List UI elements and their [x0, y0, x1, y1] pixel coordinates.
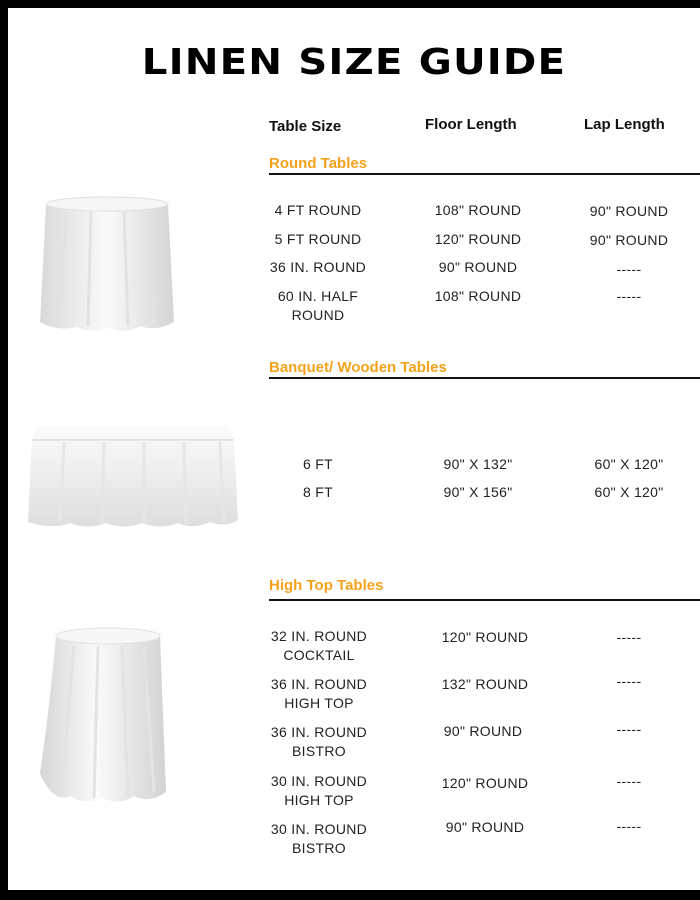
section-label-high-top-tables: High Top Tables	[269, 577, 384, 594]
lap-length-cell: -----	[616, 261, 642, 277]
banquet-table-image	[24, 424, 242, 532]
floor-length-cell: 90" X 132"	[443, 456, 513, 472]
floor-length-cell: 120" ROUND	[441, 775, 529, 791]
lap-length-cell: 90" ROUND	[589, 203, 669, 219]
table-size-cell: 36 IN. ROUND BISTRO	[270, 724, 368, 759]
lap-length-cell: 60" X 120"	[594, 456, 664, 472]
floor-length-cell: 120" ROUND	[441, 629, 529, 645]
section-divider	[269, 599, 700, 601]
table-size-cell: 36 IN. ROUND HIGH TOP	[270, 676, 368, 711]
floor-length-cell: 108" ROUND	[434, 288, 522, 304]
lap-length-cell: -----	[616, 773, 642, 789]
linen-size-guide-page	[8, 8, 700, 890]
lap-length-cell: -----	[616, 629, 642, 645]
table-size-cell: 5 FT ROUND	[274, 231, 362, 247]
column-header-floor-length: Floor Length	[425, 116, 517, 133]
section-divider	[269, 377, 700, 379]
lap-length-cell: -----	[616, 721, 642, 737]
lap-length-cell: 90" ROUND	[589, 232, 669, 248]
column-header-table-size: Table Size	[269, 118, 342, 135]
page-title: LINEN SIZE GUIDE	[141, 42, 567, 83]
floor-length-cell: 90" ROUND	[438, 259, 518, 275]
section-label-round-tables: Round Tables	[269, 155, 368, 172]
round-table-image	[36, 194, 178, 334]
floor-length-cell: 90" X 156"	[443, 484, 513, 500]
table-size-cell: 8 FT	[303, 484, 333, 500]
lap-length-cell: 60" X 120"	[594, 484, 664, 500]
table-size-cell: 30 IN. ROUND HIGH TOP	[270, 773, 368, 808]
floor-length-cell: 90" ROUND	[445, 819, 525, 835]
floor-length-cell: 108" ROUND	[434, 202, 522, 218]
lap-length-cell: -----	[616, 818, 642, 834]
table-size-cell: 32 IN. ROUND COCKTAIL	[270, 628, 368, 663]
floor-length-cell: 120" ROUND	[434, 231, 522, 247]
table-size-cell: 36 IN. ROUND	[269, 259, 367, 275]
lap-length-cell: -----	[616, 288, 642, 304]
section-divider	[269, 173, 700, 175]
lap-length-cell: -----	[616, 673, 642, 689]
table-size-cell: 6 FT	[303, 456, 333, 472]
column-header-lap-length: Lap Length	[584, 116, 665, 133]
floor-length-cell: 90" ROUND	[443, 723, 523, 739]
high-top-table-image	[38, 624, 168, 806]
table-size-cell: 4 FT ROUND	[274, 202, 362, 218]
floor-length-cell: 132" ROUND	[441, 676, 529, 692]
section-label-banquet-tables: Banquet/ Wooden Tables	[269, 359, 447, 376]
table-size-cell: 30 IN. ROUND BISTRO	[270, 821, 368, 856]
table-size-cell: 60 IN. HALF ROUND	[277, 288, 359, 323]
